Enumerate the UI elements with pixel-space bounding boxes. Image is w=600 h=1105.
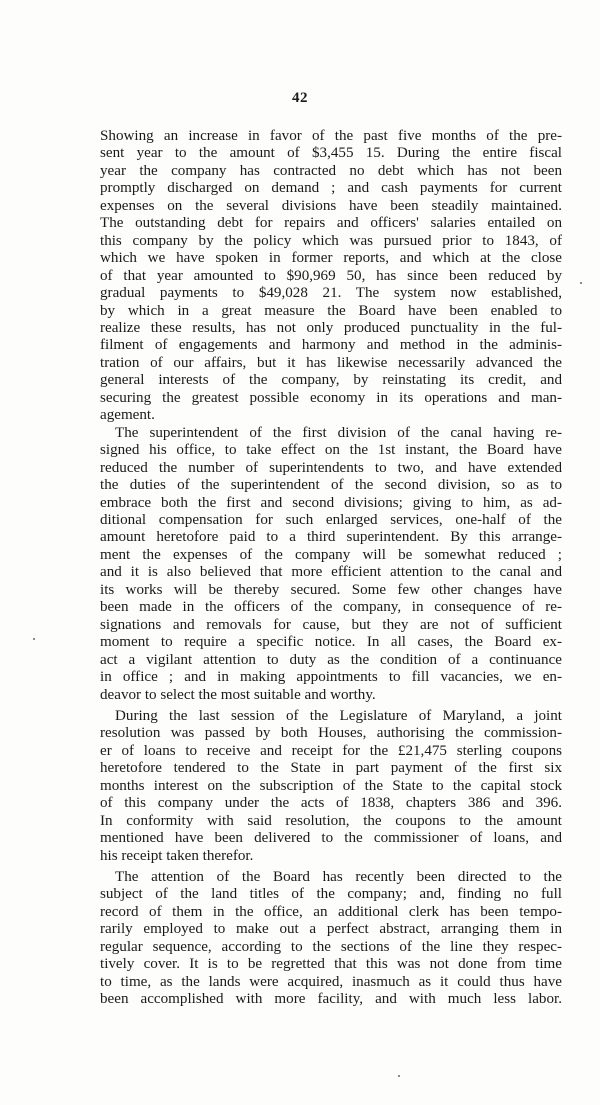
text-line: act a vigilant attention to duty as the condition of a continuance — [100, 651, 562, 668]
text-line: agement. — [100, 407, 155, 424]
paragraph-legislature — [100, 708, 562, 865]
text-line: record of them in the office, an additional clerk has been tempo- — [100, 903, 562, 920]
text-line: of this company under the acts of 1838, chapters 386 and 396. — [100, 795, 562, 812]
text-line: filment of engagements and harmony and method in the adminis- — [100, 337, 562, 354]
text-line: heretofore tendered to the State in part payment of the first six — [100, 760, 562, 777]
text-line: realize these results, has not only produced punctuality in the ful- — [100, 319, 562, 336]
text-line: to time, as the lands were acquired, inasmuch as it could thus have — [100, 973, 562, 990]
scan-speck — [580, 282, 582, 284]
text-line: year the company has contracted no debt which has not been — [100, 162, 562, 179]
text-line: subject of the land titles of the company; and, finding no full — [100, 886, 562, 903]
text-line: signations and removals for cause, but they are not of sufficient — [100, 616, 562, 633]
text-line: which we have spoken in former reports, and which at the close — [100, 250, 562, 267]
body-text — [100, 128, 562, 1009]
text-line: general interests of the company, by reinstating its credit, and — [100, 372, 562, 389]
page-number: 42 — [292, 90, 308, 106]
text-line: reduced the number of superintendents to two, and have extended — [100, 459, 562, 476]
text-line: The attention of the Board has recently been directed to the — [115, 869, 562, 886]
text-line: gradual payments to $49,028 21. The system now established, — [100, 285, 562, 302]
text-line: promptly discharged on demand ; and cash payments for current — [100, 180, 562, 197]
text-line: The superintendent of the first division of the canal having re- — [115, 424, 562, 441]
text-line: regular sequence, according to the sections of the line they respec- — [100, 938, 562, 955]
text-line: er of loans to receive and receipt for the £21,475 sterling coupons — [100, 742, 562, 759]
text-line: amount heretofore paid to a third superintendent. By this arrange- — [100, 529, 562, 546]
scan-speck — [33, 638, 35, 640]
text-line: resolution was passed by both Houses, authorising the commission- — [100, 725, 562, 742]
text-line: tively cover. It is to be regretted that this was not done from time — [100, 956, 562, 973]
text-line: months interest on the subscription of the State to the capital stock — [100, 777, 562, 794]
text-line: embrace both the first and second divisions; giving to him, as ad- — [100, 494, 562, 511]
text-line: ditional compensation for such enlarged services, one-half of the — [100, 511, 562, 528]
paragraph-finances — [100, 128, 562, 425]
text-line: rarily employed to make out a perfect abstract, arranging them in — [100, 921, 562, 938]
scan-speck — [398, 1075, 400, 1077]
text-line: deavor to select the most suitable and worthy. — [100, 686, 376, 703]
text-line: ment the expenses of the company will be somewhat reduced ; — [100, 546, 562, 563]
text-line: mentioned have been delivered to the commissioner of loans, and — [100, 830, 562, 847]
text-line: been accomplished with more facility, and with much less labor. — [100, 991, 562, 1008]
text-line: and it is also believed that more efficient attention to the canal and — [100, 564, 562, 581]
text-line: the duties of the superintendent of the second division, so as to — [100, 477, 562, 494]
text-line: During the last session of the Legislature of Maryland, a joint — [115, 707, 562, 724]
text-line: by which in a great measure the Board have been enabled to — [100, 302, 562, 319]
text-line: moment to require a specific notice. In all cases, the Board ex- — [100, 634, 562, 651]
text-line: of that year amounted to $90,969 50, has since been reduced by — [100, 267, 562, 284]
text-line: his receipt taken therefor. — [100, 847, 254, 864]
text-line: In conformity with said resolution, the coupons to the amount — [100, 812, 562, 829]
text-line: The outstanding debt for repairs and officers' salaries entailed on — [100, 215, 562, 232]
paragraph-land-titles — [100, 869, 562, 1009]
text-line: securing the greatest possible economy in its operations and man- — [100, 389, 562, 406]
text-line: signed his office, to take effect on the 1st instant, the Board have — [100, 442, 562, 459]
text-line: been made in the officers of the company, in consequence of re- — [100, 599, 562, 616]
text-line: sent year to the amount of $3,455 15. During the entire fiscal — [100, 145, 562, 162]
text-line: in office ; and in making appointments to fill vacancies, we en- — [100, 669, 562, 686]
text-line: its works will be thereby secured. Some few other changes have — [100, 581, 562, 598]
paragraph-superintendents — [100, 425, 562, 704]
text-line: Showing an increase in favor of the past five months of the pre- — [100, 128, 562, 144]
text-line: tration of our affairs, but it has likewise necessarily advanced the — [100, 354, 562, 371]
text-line: this company by the policy which was pursued prior to 1843, of — [100, 232, 562, 249]
text-line: expenses on the several divisions have been steadily maintained. — [100, 197, 562, 214]
